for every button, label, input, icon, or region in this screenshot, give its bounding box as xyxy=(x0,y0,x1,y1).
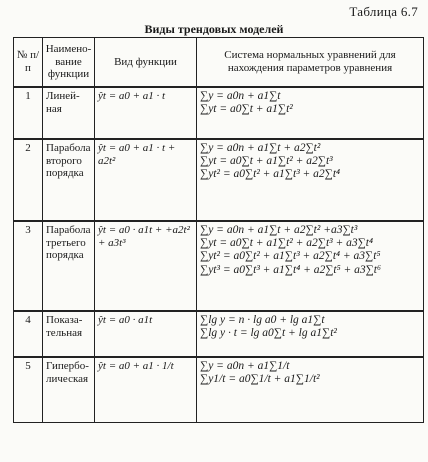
header-equation-system: Системa нормальных уравнений для нахождения параметров уравнения xyxy=(197,38,424,88)
equation: ∑y = a0n + a1∑t + a2∑t² xyxy=(200,142,321,154)
equation: ∑lg y · t = lg a0∑t + lg a1∑t² xyxy=(200,327,337,340)
equation: ∑y = a0n + a1∑1/t xyxy=(200,360,290,372)
table-row xyxy=(14,311,424,357)
table-row xyxy=(14,87,424,139)
equation: ∑yt² = a0∑t² + a1∑t³ + a2∑t⁴ xyxy=(200,168,341,181)
equation: ∑lg y = n · lg a0 + lg a1∑t xyxy=(200,314,325,326)
table-row xyxy=(14,357,424,423)
row-number: 4 xyxy=(14,311,43,357)
row-number: 5 xyxy=(14,357,43,423)
equation-system xyxy=(197,139,424,221)
function-formula: ŷt = a0 · a1t + +a2t² + a3t³ xyxy=(95,221,197,311)
row-number: 1 xyxy=(14,87,43,139)
header-function-form: Вид функции xyxy=(95,38,197,88)
equation: ∑yt = a0∑t + a1∑t² + a2∑t³ xyxy=(200,155,333,168)
header-row xyxy=(14,38,424,88)
table-row xyxy=(14,221,424,311)
function-formula: ŷt = a0 + a1 · t + a2t² xyxy=(95,139,197,221)
function-formula: ŷt = a0 · a1t xyxy=(95,311,197,357)
row-number: 3 xyxy=(14,221,43,311)
equation: ∑yt = a0∑t + a1∑t² xyxy=(200,103,293,116)
function-name: Линей-ная xyxy=(43,87,95,139)
table-row xyxy=(14,139,424,221)
equation: ∑yt = a0∑t + a1∑t² + a2∑t³ + a3∑t⁴ xyxy=(200,237,374,250)
function-formula: ŷt = a0 + a1 · t xyxy=(95,87,197,139)
function-name: Гипербо-лическая xyxy=(43,357,95,423)
equation-system xyxy=(197,311,424,357)
equation-system xyxy=(197,221,424,311)
equation: ∑y = a0n + a1∑t xyxy=(200,90,281,102)
header-number: № п/п xyxy=(14,38,43,88)
function-name: Парабола второго порядка xyxy=(43,139,95,221)
trend-models-table xyxy=(13,37,424,423)
function-name: Парабола третьего порядка xyxy=(43,221,95,311)
function-formula: ŷt = a0 + a1 · 1/t xyxy=(95,357,197,423)
equation-system xyxy=(197,357,424,423)
equation-system xyxy=(197,87,424,139)
header-function-name: Наимено-вание функции xyxy=(43,38,95,88)
function-name: Показа-тельная xyxy=(43,311,95,357)
table-title: Виды трендовых моделей xyxy=(144,22,284,36)
equation: ∑y1/t = a0∑1/t + a1∑1/t² xyxy=(200,373,320,386)
equation: ∑y = a0n + a1∑t + a2∑t² +a3∑t³ xyxy=(200,224,358,236)
row-number: 2 xyxy=(14,139,43,221)
equation: ∑yt² = a0∑t² + a1∑t³ + a2∑t⁴ + a3∑t⁵ xyxy=(200,250,381,263)
table-number: Таблица 6.7 xyxy=(349,4,418,19)
equation: ∑yt³ = a0∑t³ + a1∑t⁴ + a2∑t⁵ + a3∑t⁶ xyxy=(200,263,382,276)
